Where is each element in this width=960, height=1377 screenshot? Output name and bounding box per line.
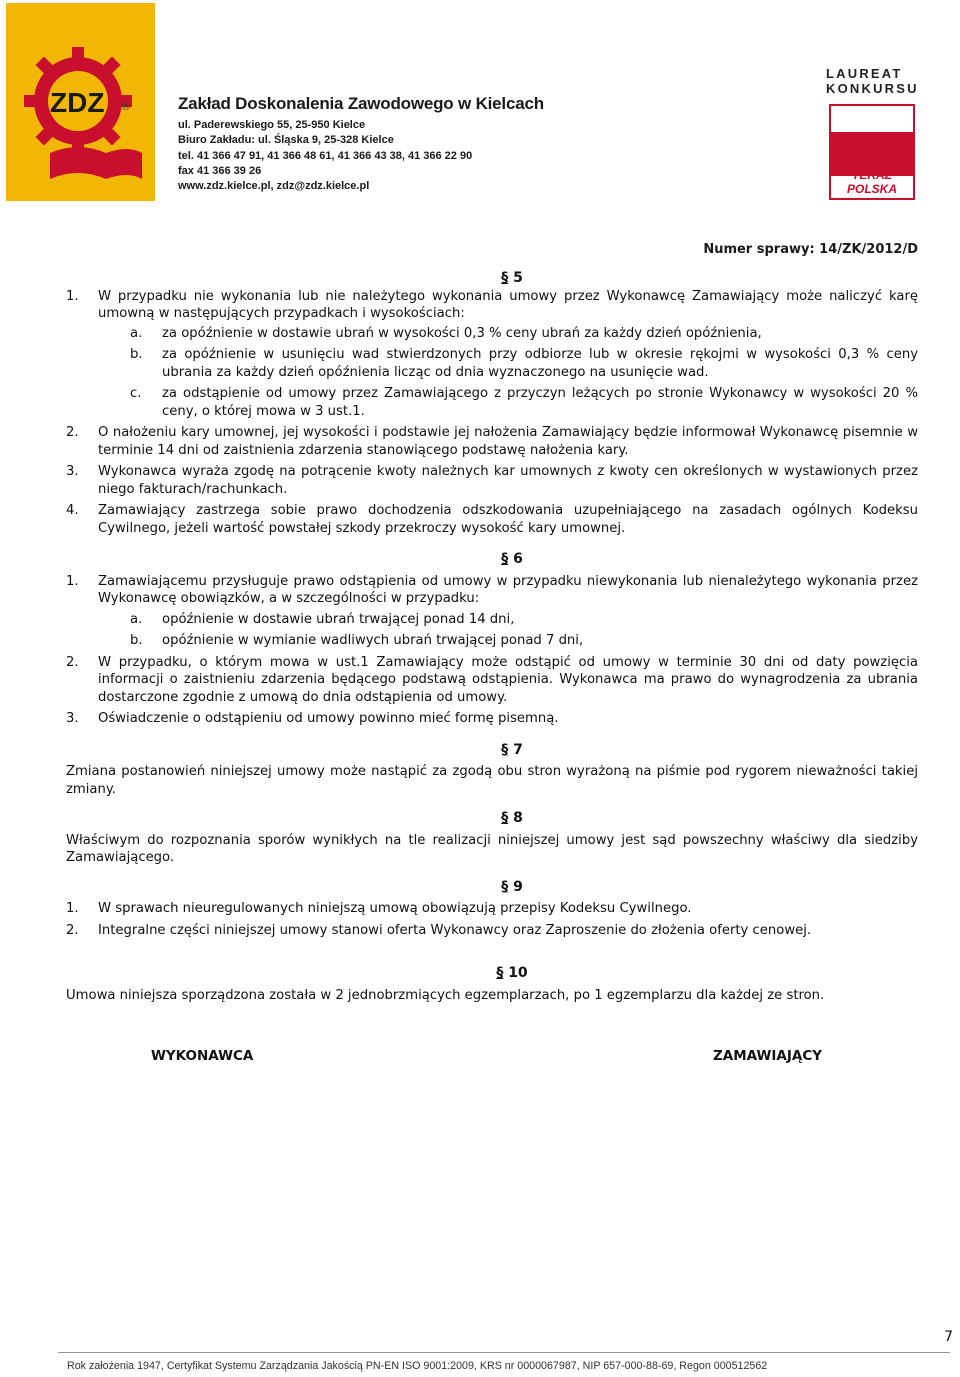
company-address-line: ul. Paderewskiego 55, 25-950 Kielce [178, 119, 366, 131]
paragraph-text: Oświadczenie o odstąpieniu od umowy powinno mieć formę pisemną. [98, 711, 559, 726]
section-number: 9 [513, 878, 523, 895]
section-number: 8 [513, 810, 523, 826]
section-number: 6 [513, 551, 523, 567]
document-body [66, 270, 918, 1004]
paragraph [66, 573, 918, 608]
company-name: Zakład Doskonalenia Zawodowego w Kielcach [178, 94, 544, 113]
footer-divider [58, 1352, 950, 1353]
section-heading [66, 879, 918, 897]
sub-item [130, 611, 918, 629]
paragraph-text: O nałożeniu kary umownej, jej wysokości i podstawie jej nałożenia Zamawiający będzie informował Wykonawcę pisemnie w terminie 14 dni od zaistnienia zdarzenia stanowiącego podstawę nałożenia kary. [98, 425, 918, 458]
sub-item-label: c. [130, 386, 142, 401]
sub-item-text: opóźnienie w dostawie ubrań trwającej ponad 14 dni, [162, 611, 515, 627]
paragraph-text: Zamawiający zastrzega sobie prawo dochodzenia odszkodowania uzupełniającego na zasadach ogólnych Kodeksu Cywilnego, jeżeli wartość powstałej szkody przekroczy wysokość kary umownej. [98, 503, 918, 536]
paragraph [66, 654, 918, 707]
section-sign-icon: § [501, 878, 509, 895]
section-heading [66, 551, 918, 569]
paragraph-text: W przypadku, o którym mowa w ust.1 Zamawiający może odstąpić od umowy w terminie 30 dni od daty powzięcia informacji o zaistnieniu zdarzenia będącego podstawą odstąpienia. Wykonawca ma prawo do wynagrodzenia za ubrania dostarczone zgodnie z umową do dnia odstąpienia od umowy. [98, 654, 918, 705]
laureat-badge [826, 66, 921, 96]
konkursu-label: KONKURSU [826, 81, 919, 96]
company-web-line: www.zdz.kielce.pl, zdz@zdz.kielce.pl [178, 180, 370, 193]
case-number: Numer sprawy: 14/ZK/2012/D [703, 242, 918, 257]
paragraph-text: Wykonawca wyraża zgodę na potrącenie kwoty należnych kar umownych z kwoty cen określonych w wystawionych przez niego fakturach/rachunkach. [98, 464, 918, 497]
paragraph-number: 3. [66, 464, 79, 479]
zdz-logo [6, 3, 155, 201]
section-number: 5 [513, 270, 523, 286]
signature-zamawiajacy: ZAMAWIAJĄCY [713, 1048, 823, 1064]
paragraph-number: 2. [66, 654, 79, 670]
paragraph [66, 288, 918, 323]
paragraph-number: 1. [66, 573, 79, 589]
teraz-polska-label: TERAZ POLSKA [846, 168, 897, 196]
paragraph-number: 3. [66, 711, 79, 726]
sub-item-text: za opóźnienie w usunięciu wad stwierdzonych przy odbiorze lub w okresie rękojmi w wysokości 0,3 % ceny ubrania za każdy dzień opóźnienia licząc od dnia wyznaczonego na usunięcie wad. [162, 347, 918, 380]
section-sign-icon: § [501, 270, 509, 286]
paragraph-text: Integralne części niniejszej umowy stanowi oferta Wykonawcy oraz Zaproszenie do złożenia oferty cenowej. [98, 922, 812, 938]
section-sign-icon: § [501, 810, 509, 826]
laureat-label: LAUREAT [826, 66, 903, 81]
paragraph-text: Zamawiającemu przysługuje prawo odstąpienia od umowy w przypadku niewykonania lub nienależytego wykonania przez Wykonawcę obowiązków, a w szczególności w przypadku: [98, 573, 918, 606]
paragraph [66, 463, 918, 498]
paragraph-number: 1. [66, 288, 79, 304]
sub-item [130, 632, 918, 650]
paragraph-text: W sprawach nieuregulowanych niniejszą umową obowiązują przepisy Kodeksu Cywilnego. [98, 901, 692, 916]
sub-item-text: za opóźnienie w dostawie ubrań w wysokości 0,3 % ceny ubrań za każdy dzień opóźnienia, [162, 325, 762, 341]
company-fax-line: fax 41 366 39 26 [178, 164, 262, 177]
section-number: 7 [513, 741, 523, 758]
sub-item-text: za odstąpienie od umowy przez Zamawiającego z przyczyn leżących po stronie Wykonawcy w wysokości 20 % ceny, o której mowa w 3 ust.1. [162, 386, 918, 419]
sub-item [130, 325, 918, 343]
paragraph [66, 922, 918, 940]
sub-item-label: a. [130, 325, 143, 341]
section-sign-icon: § [496, 965, 504, 981]
paragraph-text: Właściwym do rozpoznania sporów wynikłych na tle realizacji niniejszej umowy jest sąd powszechny właściwy dla siedziby Zamawiającego. [66, 832, 918, 865]
section-number: 10 [508, 965, 528, 981]
paragraph-text: W przypadku nie wykonania lub nie należytego wykonania umowy przez Wykonawcę Zamawiający może naliczyć karę umowną w następujących przypadkach i wysokościach: [98, 288, 918, 321]
paragraph [66, 424, 918, 459]
sub-item-label: b. [130, 347, 143, 362]
footer-text: Rok założenia 1947, Certyfikat Systemu Zarządzania Jakością PN-EN ISO 9001:2009, KRS nr 0000067987, NIP 657-000-88-69, Regon 000512562 [67, 1360, 768, 1372]
paragraph-text: Zmiana postanowień niniejszej umowy może nastąpić za zgodą obu stron wyrażoną na piśmie pod rygorem nieważności takiej zmiany. [66, 764, 918, 797]
sub-item-label: a. [130, 611, 143, 627]
section-heading [66, 810, 918, 828]
section-heading [66, 965, 918, 983]
paragraph [66, 502, 918, 537]
company-address-line: Biuro Zakładu: ul. Śląska 9, 25-328 Kielce [178, 134, 394, 147]
section-heading [66, 742, 918, 760]
paragraph-number: 2. [66, 922, 79, 938]
sub-item-text: opóźnienie w wymianie wadliwych ubrań trwającej ponad 7 dni, [162, 633, 584, 648]
page-number: 7 [944, 1329, 953, 1345]
signature-wykonawca: WYKONAWCA [151, 1048, 254, 1064]
sub-item [130, 385, 918, 420]
logo-text: ZDZ [50, 87, 105, 118]
company-phone-line: tel. 41 366 47 91, 41 366 48 61, 41 366 43 38, 41 366 22 90 [178, 149, 473, 162]
sub-item [130, 346, 918, 381]
section-heading [66, 270, 918, 288]
section-sign-icon: § [501, 741, 509, 758]
sub-item-label: b. [130, 633, 143, 648]
paragraph-number: 4. [66, 503, 79, 518]
company-header [178, 94, 618, 194]
paragraph-number: 1. [66, 901, 79, 916]
paragraph [66, 900, 918, 918]
paragraph-number: 2. [66, 425, 79, 440]
section-sign-icon: § [501, 551, 509, 567]
teraz-polska-logo [829, 104, 915, 200]
registered-mark: ® [122, 101, 131, 113]
paragraph [66, 710, 918, 728]
paragraph-text: Umowa niniejsza sporządzona została w 2 jednobrzmiących egzemplarzach, po 1 egzemplarzu dla każdej ze stron. [66, 987, 825, 1003]
